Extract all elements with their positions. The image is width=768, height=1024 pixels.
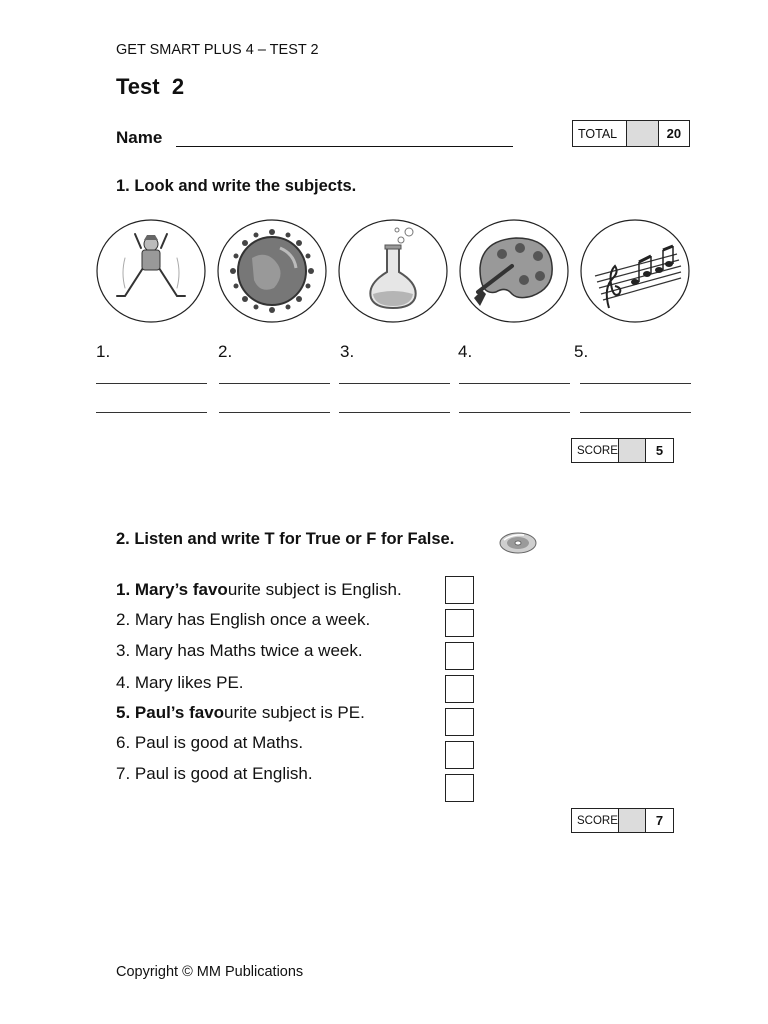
answer-line-2b[interactable] bbox=[219, 412, 330, 413]
answer-number-3: 3. bbox=[340, 342, 355, 361]
total-max: 20 bbox=[666, 126, 682, 141]
answer-box-1[interactable] bbox=[445, 576, 474, 604]
section1-title: 1. Look and write the subjects. bbox=[116, 177, 357, 195]
page-title: Test 2 bbox=[116, 74, 185, 99]
answer-box-7[interactable] bbox=[445, 774, 474, 802]
section1-score-field[interactable] bbox=[619, 439, 646, 462]
statement-6-text: 6. Paul is good at Maths. bbox=[116, 733, 304, 752]
answer-box-2[interactable] bbox=[445, 609, 474, 637]
answer-box-5[interactable] bbox=[445, 708, 474, 736]
answer-box-4[interactable] bbox=[445, 675, 474, 703]
answer-box-3[interactable] bbox=[445, 642, 474, 670]
section1-score-label: SCORE bbox=[572, 439, 619, 462]
copyright-footer: Copyright © MM Publications bbox=[116, 964, 304, 980]
total-score-field[interactable] bbox=[627, 121, 659, 146]
music-notes-icon bbox=[579, 218, 691, 324]
statement-1-bold: 1. Mary’s favo bbox=[116, 580, 228, 599]
answer-line-4b[interactable] bbox=[459, 412, 570, 413]
answer-number-4: 4. bbox=[458, 342, 473, 361]
statement-7-text: 7. Paul is good at English. bbox=[116, 764, 313, 783]
statement-4 bbox=[116, 673, 244, 693]
total-score-box bbox=[572, 120, 690, 147]
section2-score-max: 7 bbox=[655, 813, 664, 828]
section2-score-box bbox=[571, 808, 674, 833]
answer-line-3a[interactable] bbox=[339, 383, 450, 384]
answer-line-1a[interactable] bbox=[96, 383, 207, 384]
statement-7 bbox=[116, 764, 313, 784]
statement-3-text: 3. Mary has Maths twice a week. bbox=[116, 641, 363, 660]
statement-6 bbox=[116, 733, 303, 753]
answer-line-5b[interactable] bbox=[580, 412, 691, 413]
statement-2 bbox=[116, 610, 370, 630]
answer-line-4a[interactable] bbox=[459, 383, 570, 384]
answer-box-6[interactable] bbox=[445, 741, 474, 769]
section2-score-label: SCORE bbox=[572, 809, 619, 832]
name-write-line[interactable] bbox=[176, 146, 513, 147]
globe-icon bbox=[216, 218, 328, 324]
page-header: GET SMART PLUS 4 – TEST 2 bbox=[116, 42, 319, 58]
section1-score-max: 5 bbox=[655, 443, 664, 458]
answer-number-5: 5. bbox=[574, 342, 589, 361]
statement-5 bbox=[116, 703, 365, 723]
statement-3 bbox=[116, 641, 363, 661]
jumping-boy-icon bbox=[95, 218, 207, 324]
statement-5-bold: 5. Paul’s favo bbox=[116, 703, 225, 722]
total-label: TOTAL bbox=[573, 121, 627, 146]
answer-number-2: 2. bbox=[218, 342, 233, 361]
answer-number-1: 1. bbox=[96, 342, 111, 361]
statement-1-text: urite subject is English. bbox=[227, 580, 402, 599]
answer-line-5a[interactable] bbox=[580, 383, 691, 384]
section2-title: 2. Listen and write T for True or F for False. bbox=[116, 530, 455, 548]
flask-icon bbox=[337, 218, 449, 324]
cd-icon bbox=[498, 530, 538, 556]
section1-score-box bbox=[571, 438, 674, 463]
paint-palette-icon bbox=[458, 218, 570, 324]
statement-1 bbox=[116, 580, 402, 600]
name-label: Name bbox=[116, 128, 163, 147]
statement-5-text: urite subject is PE. bbox=[224, 703, 365, 722]
statement-4-text: 4. Mary likes PE. bbox=[116, 673, 244, 692]
section2-score-field[interactable] bbox=[619, 809, 646, 832]
answer-line-2a[interactable] bbox=[219, 383, 330, 384]
answer-line-3b[interactable] bbox=[339, 412, 450, 413]
statement-2-text: 2. Mary has English once a week. bbox=[116, 610, 371, 629]
answer-line-1b[interactable] bbox=[96, 412, 207, 413]
